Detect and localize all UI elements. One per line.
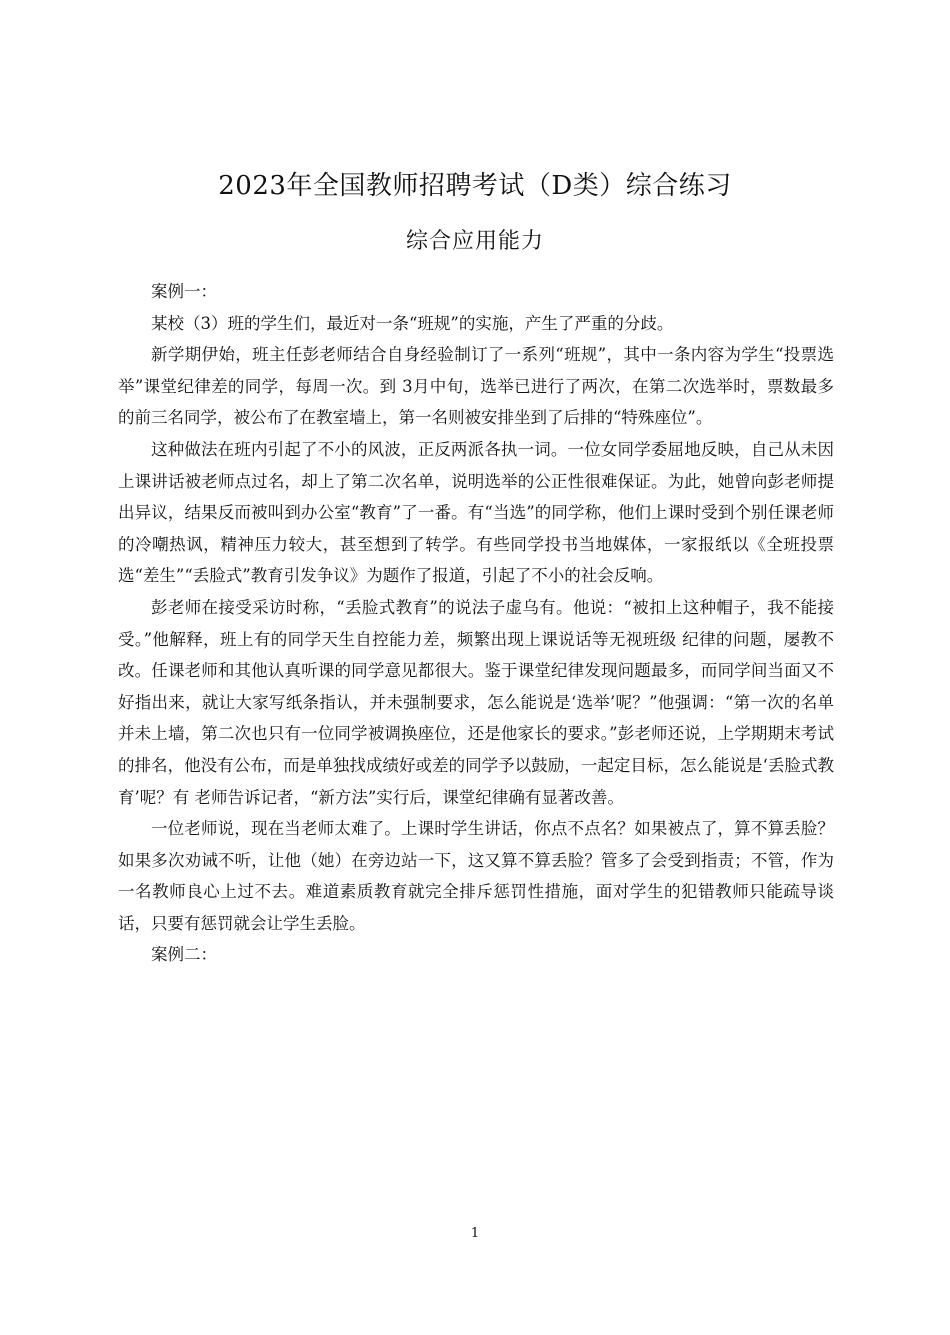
paragraph: 某校（3）班的学生们，最近对一条“班规”的实施，产生了严重的分歧。	[151, 313, 674, 333]
case-two-heading: 案例二：	[151, 945, 217, 965]
document-subtitle: 综合应用能力	[405, 229, 544, 254]
page-number: 1	[470, 1226, 480, 1241]
paragraph: 新学期伊始，班主任彭老师结合自身经验制订了一系列“班规”，其中一条内容为学生“投票选举”课堂纪律差的同学，每周一次。到 3月中旬，选举已进行了两次，在第二次选举时，票数最多的前三名同学，被公布了在教室墙上，第一名则被安排坐到了后排的“特殊座位”。	[118, 345, 834, 428]
case-one-heading: 案例一：	[151, 282, 217, 301]
document-title: 2023年全国教师招聘考试（D类）综合练习	[218, 171, 732, 201]
document-body	[118, 276, 834, 971]
paragraph: 彭老师在接受采访时称，“丢脸式教育”的说法子虚乌有。他说：“被扣上这种帽子，我不能接受。”他解释，班上有的同学天生自控能力差，频繁出现上课说话等无视班级 纪律的问题，屡教不改。任课老师和其他认真听课的同学意见都很大。鉴于课堂纪律发现问题最多，而同学间当面又不好指出来，就让大家写纸条指认，并未强制要求，怎么能说是‘选举’呢？”他强调：“第一次的名单并未上墙，第二次也只有一位同学被调换座位，还是他家长的要求。”彭老师还说，上学期期末考试的排名，他没有公布，而是单独找成绩好或差的同学予以鼓励，一起定目标，怎么能说是‘丢脸式教育’呢？有 老师告诉记者，“新方法”实行后，课堂纪律确有显著改善。	[118, 597, 834, 807]
paragraph: 一位老师说，现在当老师太难了。上课时学生讲话，你点不点名？如果被点了，算不算丢脸？如果多次劝诫不听，让他（她）在旁边站一下，这又算不算丢脸？管多了会受到指责；不管，作为一名教师良心上过不去。难道素质教育就完全排斥惩罚性措施，面对学生的犯错教师只能疏导谈话，只要有惩罚就会让学生丢脸。	[118, 819, 834, 933]
paragraph: 这种做法在班内引起了不小的风波，正反两派各执一词。一位女同学委屈地反映，自己从未因上课讲话被老师点过名，却上了第二次名单，说明选举的公正性很难保证。为此，她曾向彭老师提出异议，结果反而被叫到办公室“教育”了一番。有“当选”的同学称，他们上课时受到个别任课老师的冷嘲热讽，精神压力较大，甚至想到了转学。有些同学投书当地媒体，一家报纸以《全班投票选“差生”“丢脸式”教育引发争议》为题作了报道，引起了不小的社会反响。	[118, 439, 834, 586]
